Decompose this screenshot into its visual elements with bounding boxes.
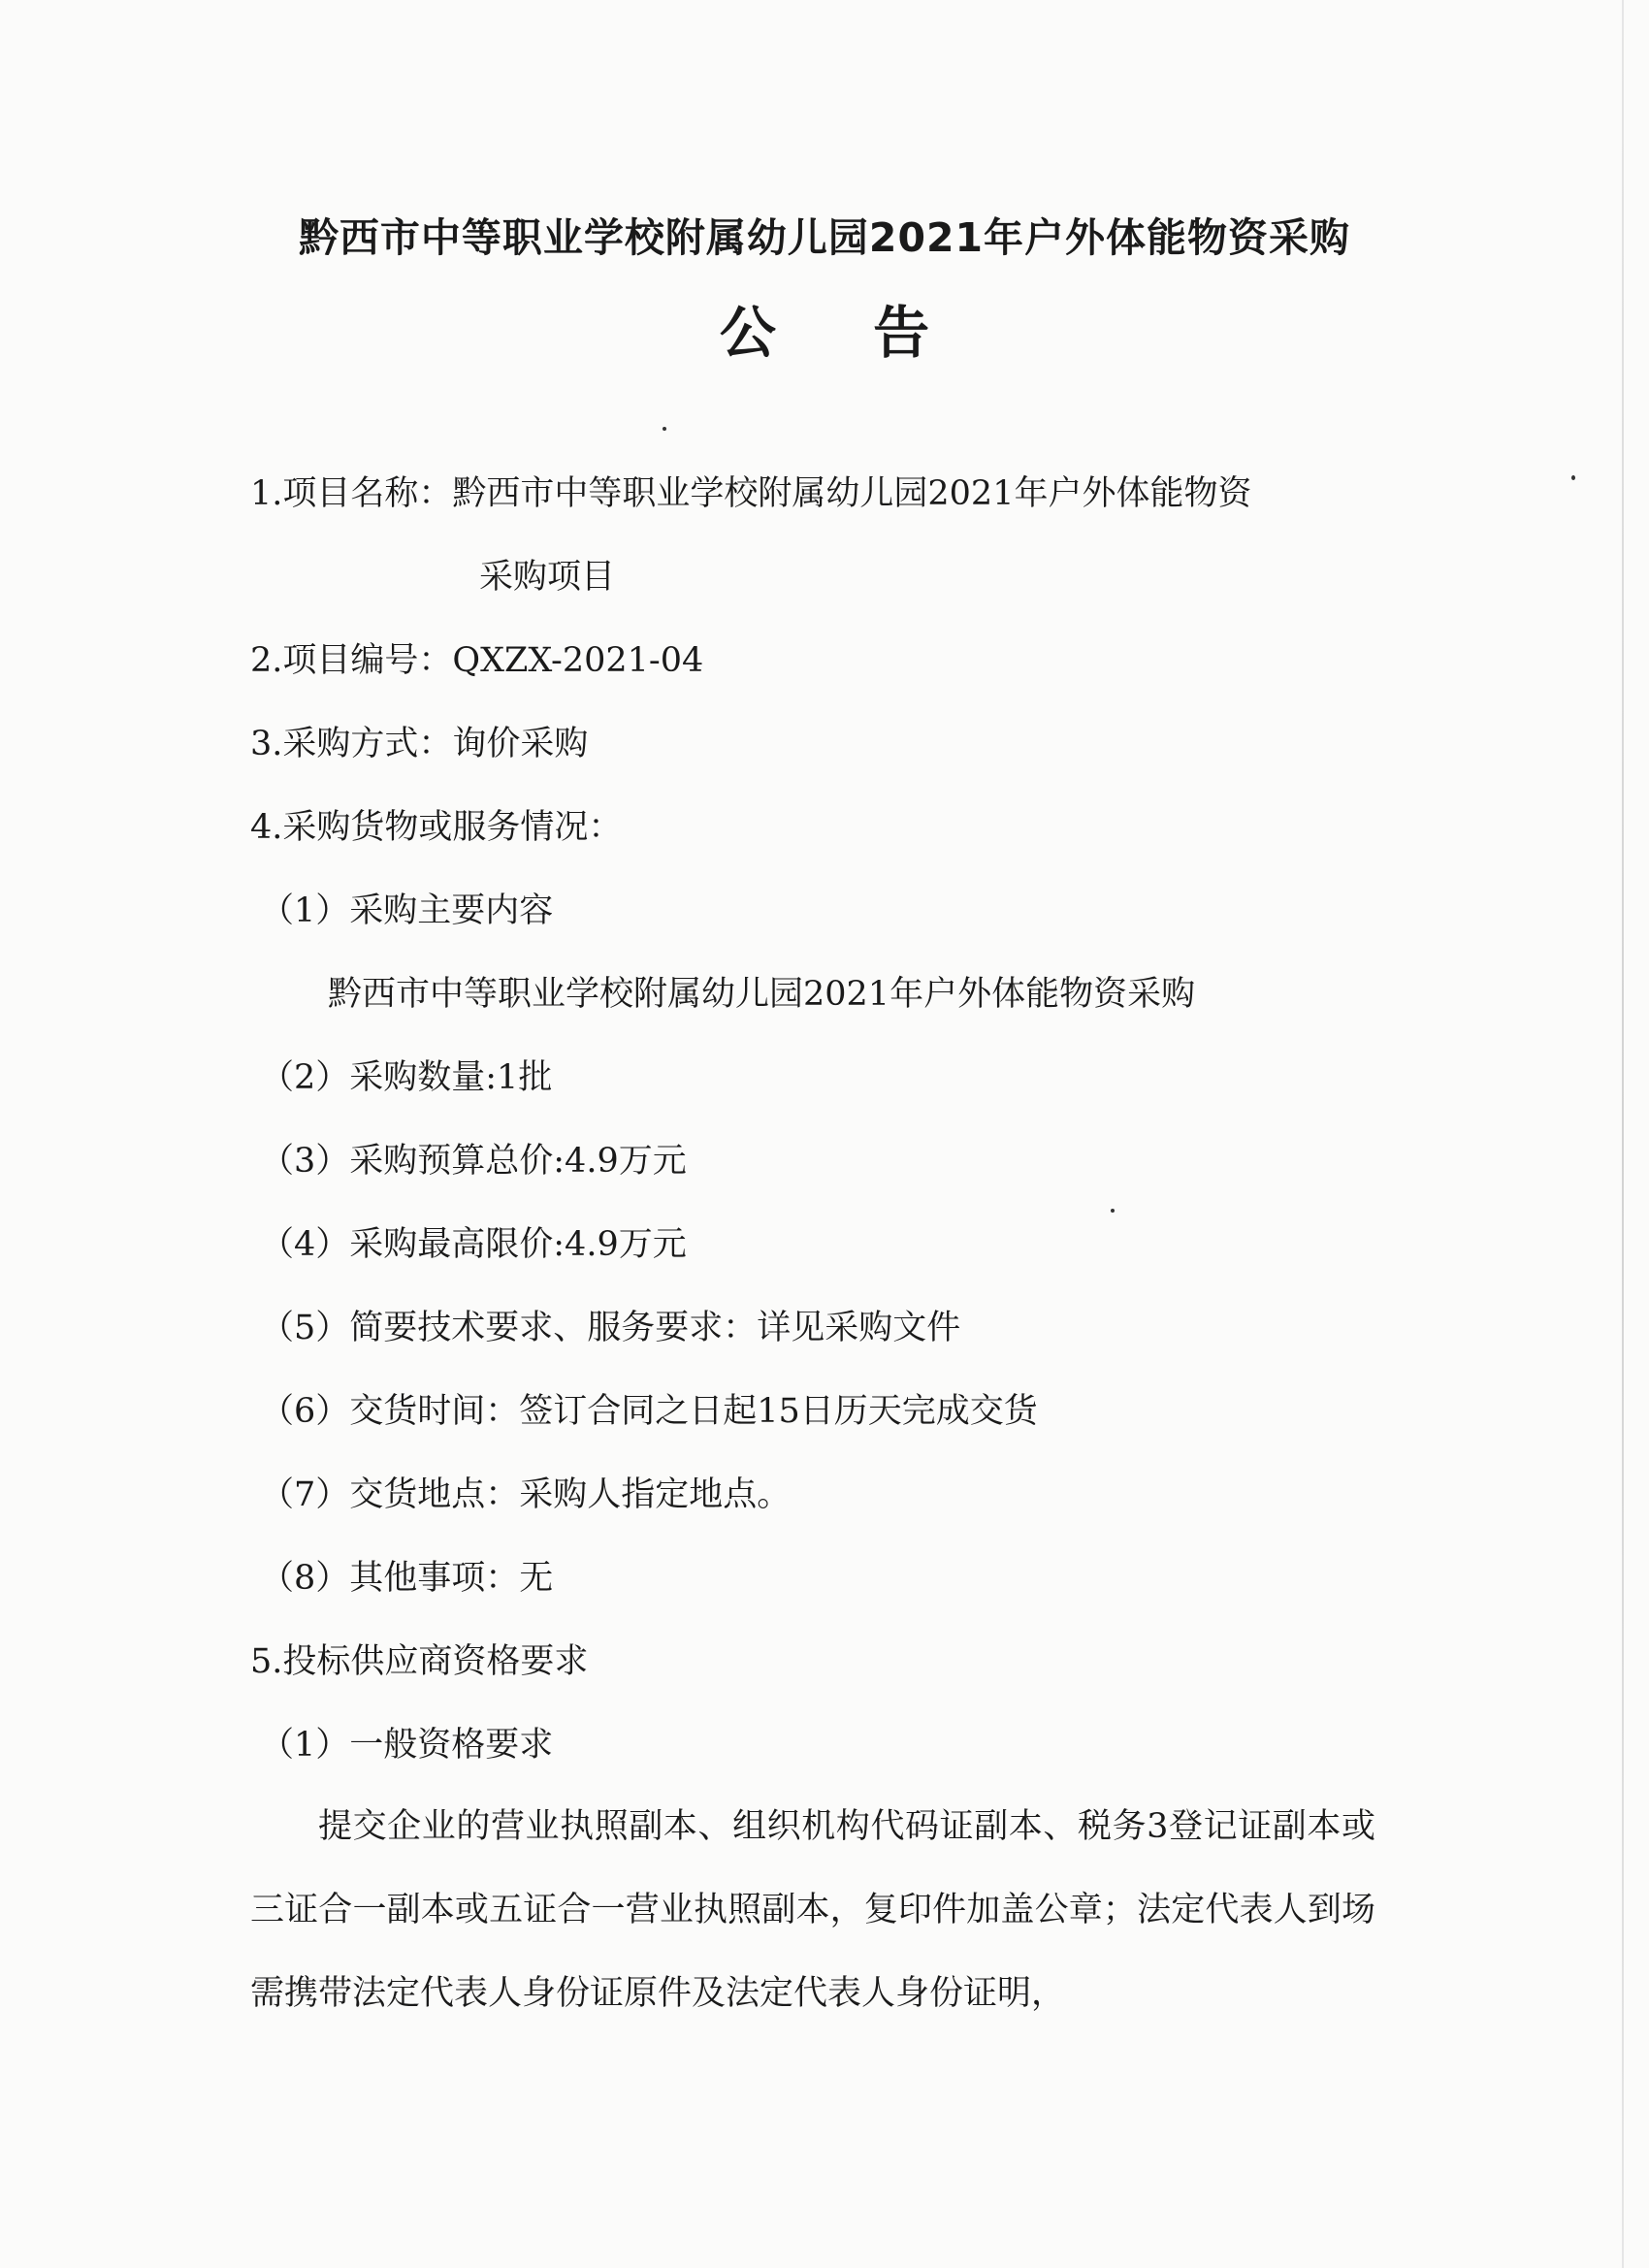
document-subtitle: 公 告: [719, 300, 969, 366]
sub-delivery-location: （7）交货地点：采购人指定地点。: [260, 1475, 792, 1514]
scan-speck: [1571, 475, 1575, 480]
document-title: 黔西市中等职业学校附属幼儿园2021年户外体能物资采购: [298, 214, 1351, 261]
sub-delivery-time: （6）交货时间：签订合同之日起15日历天完成交货: [260, 1392, 1038, 1431]
item-goods-services: 4.采购货物或服务情况：: [250, 808, 623, 847]
scan-speck: [1111, 1209, 1115, 1213]
sub-main-content: （1）采购主要内容: [260, 891, 554, 930]
item-project-number: 2.项目编号：QXZX-2021-04: [250, 641, 704, 680]
sub-general-qualifications: （1）一般资格要求: [260, 1726, 554, 1765]
sub-max-price: （4）采购最高限价:4.9万元: [260, 1225, 687, 1264]
sub-other-matters: （8）其他事项：无: [260, 1559, 554, 1598]
qualification-paragraph: 提交企业的营业执照副本、组织机构代码证副本、税务3登记证副本或三证合一副本或五证合一营业执照副本，复印件加盖公章；法定代表人到场需携带法定代表人身份证原件及法定代表人身份证明，: [250, 1807, 1375, 2013]
sub-budget: （3）采购预算总价:4.9万元: [260, 1142, 687, 1181]
scan-speck: [663, 427, 666, 431]
item-procurement-method: 3.采购方式：询价采购: [250, 725, 589, 763]
item-project-name-cont: 采购项目: [479, 558, 616, 597]
item-supplier-qualifications: 5.投标供应商资格要求: [250, 1642, 589, 1681]
sub-quantity: （2）采购数量:1批: [260, 1058, 553, 1097]
item-project-name: 1.项目名称：黔西市中等职业学校附属幼儿园2021年户外体能物资: [250, 474, 1252, 513]
sub-main-content-detail: 黔西市中等职业学校附属幼儿园2021年户外体能物资采购: [328, 975, 1196, 1014]
sub-technical-requirements: （5）简要技术要求、服务要求：详见采购文件: [260, 1309, 961, 1347]
